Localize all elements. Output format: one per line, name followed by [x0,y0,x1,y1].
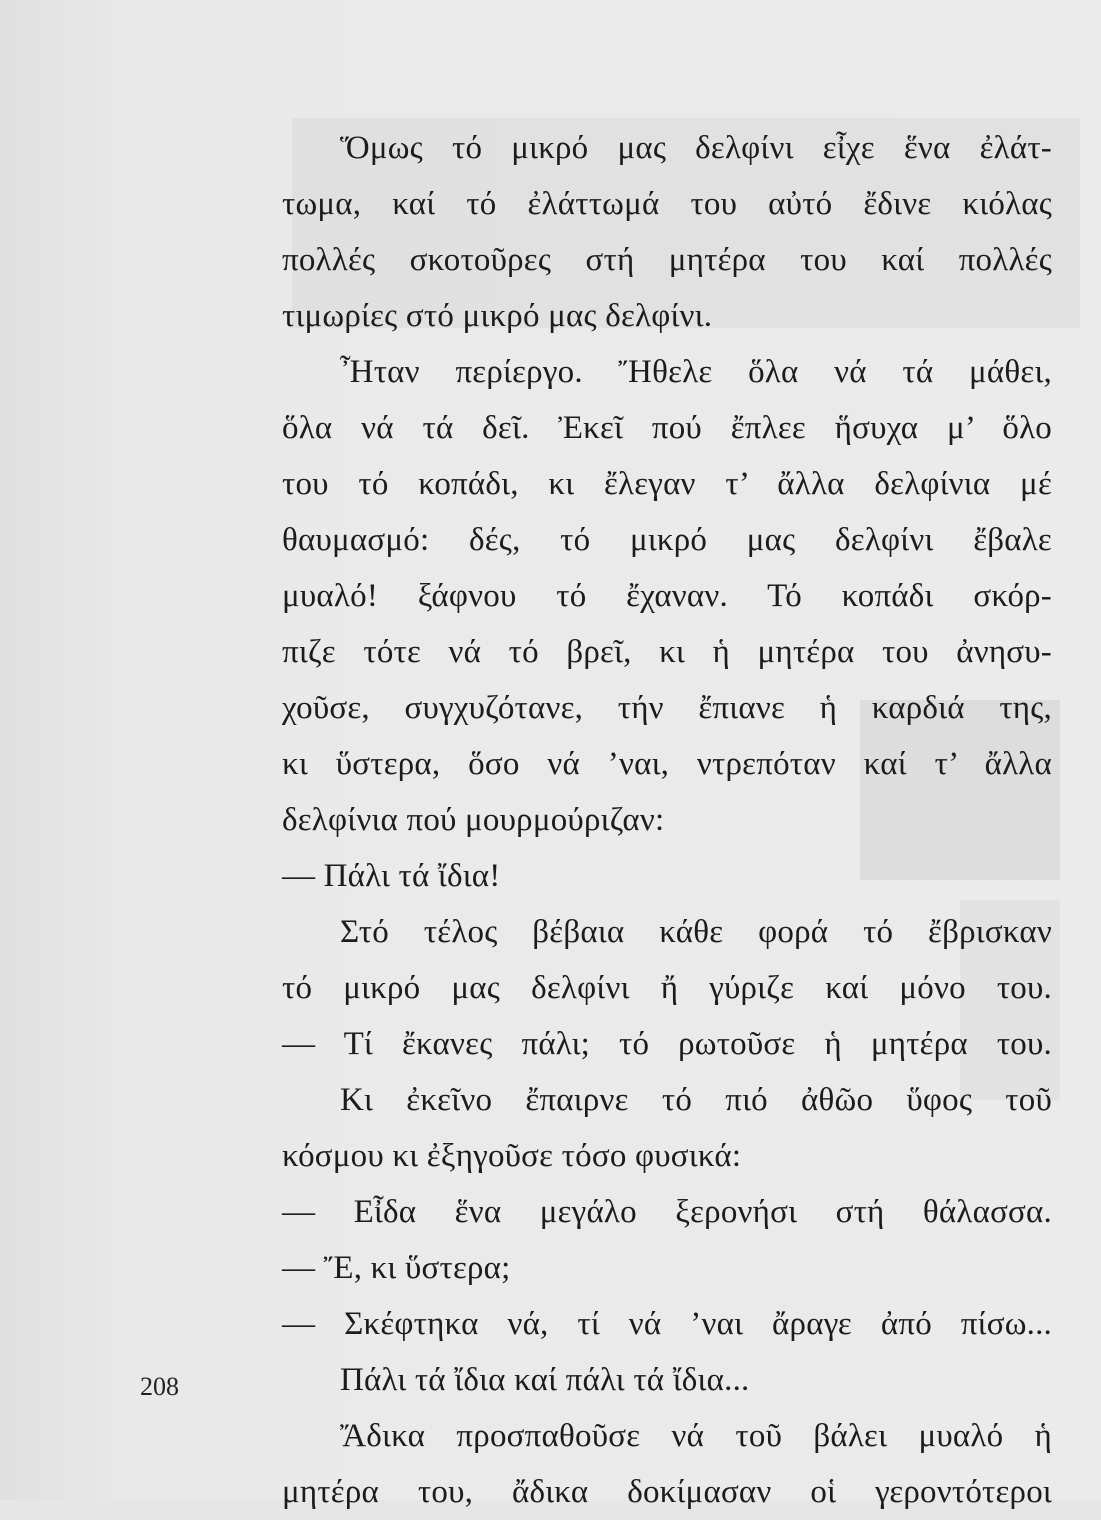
text-line: μυαλό! ξάφνου τό ἔχαναν. Τό κοπάδι σκόρ- [282,578,1052,614]
text-line: Ἦταν περίεργο. Ἤθελε ὅλα νά τά μάθει, [340,354,1052,390]
text-line: θαυμασμό: δές, τό μικρό μας δελφίνι ἔβαλε [282,522,1052,558]
text-line: τό μικρό μας δελφίνι ἤ γύριζε καί μόνο του. [282,970,1052,1006]
dialogue-line: — Πάλι τά ἴδια! [282,858,501,894]
text-line: του τό κοπάδι, κι ἔλεγαν τ’ ἄλλα δελφίνια μέ [282,466,1052,502]
text-line: Πάλι τά ἴδια καί πάλι τά ἴδια... [340,1362,750,1398]
text-line: Κι ἐκεῖνο ἔπαιρνε τό πιό ἀθῶο ὕφος τοῦ [340,1082,1052,1118]
text-line: ὅλα νά τά δεῖ. Ἐκεῖ πού ἔπλεε ἥσυχα μ’ ὅλο [282,410,1052,446]
dialogue-line: — Ἔ, κι ὕστερα; [282,1250,511,1286]
text-line: τωμα, καί τό ἐλάττωμά του αὐτό ἔδινε κιόλας [282,186,1052,222]
dialogue-line: — Τί ἔκανες πάλι; τό ρωτοῦσε ἡ μητέρα του. [282,1026,1052,1062]
text-line: τιμωρίες στό μικρό μας δελφίνι. [282,298,713,334]
text-line: δελφίνια πού μουρμούριζαν: [282,802,665,838]
text-line: κόσμου κι ἐξηγοῦσε τόσο φυσικά: [282,1138,742,1174]
dialogue-line: — Σκέφτηκα νά, τί νά ’ναι ἄραγε ἀπό πίσω... [282,1306,1052,1342]
text-line: μητέρα του, ἄδικα δοκίμασαν οἱ γεροντότεροι [282,1474,1052,1510]
text-line: Στό τέλος βέβαια κάθε φορά τό ἔβρισκαν [340,914,1052,950]
text-line: χοῦσε, συγχυζότανε, τήν ἔπιανε ἡ καρδιά της, [282,690,1052,726]
body-text [282,120,1052,1520]
text-line: Ὅμως τό μικρό μας δελφίνι εἶχε ἕνα ἐλάτ- [340,130,1052,166]
page-number: 208 [140,1372,179,1401]
text-line: πιζε τότε νά τό βρεῖ, κι ἡ μητέρα του ἀνησυ- [282,634,1052,670]
text-line: πολλές σκοτοῦρες στή μητέρα του καί πολλές [282,242,1052,278]
text-line: Ἄδικα προσπαθοῦσε νά τοῦ βάλει μυαλό ἡ [340,1418,1052,1454]
text-line: κι ὕστερα, ὅσο νά ’ναι, ντρεπόταν καί τ’ ἄλλα [282,746,1052,782]
dialogue-line: — Εἶδα ἕνα μεγάλο ξερονήσι στή θάλασσα. [282,1194,1052,1230]
